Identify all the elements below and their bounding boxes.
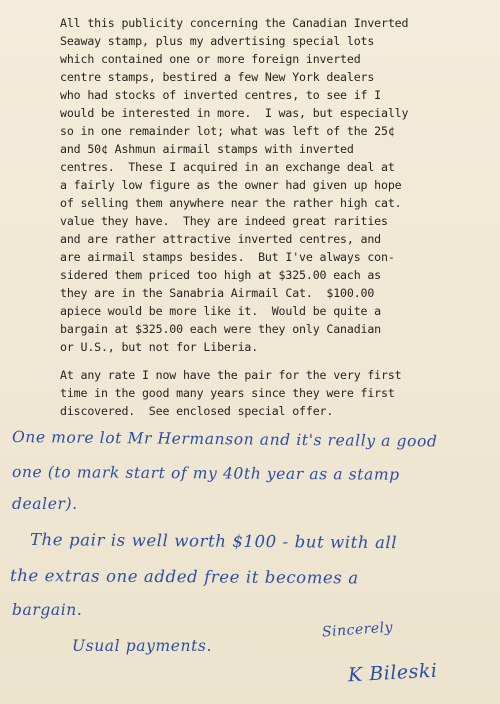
typed-line: sidered them priced too high at $325.00 each as <box>60 268 382 282</box>
typed-line: centres. These I acquired in an exchange deal at <box>60 160 395 174</box>
typed-line: time in the good many years since they were first <box>60 386 395 400</box>
typed-line: a fairly low figure as the owner had given up hope <box>60 178 402 192</box>
typed-line: value they have. They are indeed great rarities <box>60 214 388 228</box>
typed-line: who had stocks of inverted centres, to see if I <box>60 88 382 102</box>
handwritten-line: one (to mark start of my 40th year as a stamp <box>11 463 400 484</box>
typed-line: they are in the Sanabria Airmail Cat. $100.00 <box>60 286 375 300</box>
typed-line: At any rate I now have the pair for the very first <box>60 368 402 382</box>
typed-line: or U.S., but not for Liberia. <box>60 340 259 354</box>
typed-line: would be interested in more. I was, but especially <box>60 106 409 120</box>
typed-line: Seaway stamp, plus my advertising special lots <box>60 34 375 48</box>
handwritten-line: dealer). <box>12 495 78 513</box>
typed-line: so in one remainder lot; what was left of the 25¢ <box>60 124 395 138</box>
handwritten-line: One more lot Mr Hermanson and it's really a good <box>11 428 438 451</box>
typed-line: of selling them anywhere near the rather high cat. <box>60 196 402 210</box>
signature: K Bileski <box>347 659 438 687</box>
typed-line: bargain at $325.00 each were they only Canadian <box>60 322 382 336</box>
typed-line: are airmail stamps besides. But I've always con- <box>60 250 395 264</box>
handwritten-line: Usual payments. <box>72 637 213 655</box>
closing-text: Sincerely <box>321 619 394 641</box>
typed-line: and are rather attractive inverted centres, and <box>60 232 382 246</box>
typed-line: All this publicity concerning the Canadian Inverted <box>60 16 409 30</box>
typed-line: apiece would be more like it. Would be quite a <box>60 304 382 318</box>
typed-line: discovered. See enclosed special offer. <box>60 404 334 418</box>
typed-line: centre stamps, bestired a few New York dealers <box>60 70 375 84</box>
typed-line: which contained one or more foreign inverted <box>60 52 361 66</box>
handwritten-line: bargain. <box>12 601 83 619</box>
handwritten-line: The pair is well worth $100 - but with all <box>29 530 398 553</box>
handwritten-line: the extras one added free it becomes a <box>9 566 359 588</box>
typed-line: and 50¢ Ashmun airmail stamps with inverted <box>60 142 354 156</box>
